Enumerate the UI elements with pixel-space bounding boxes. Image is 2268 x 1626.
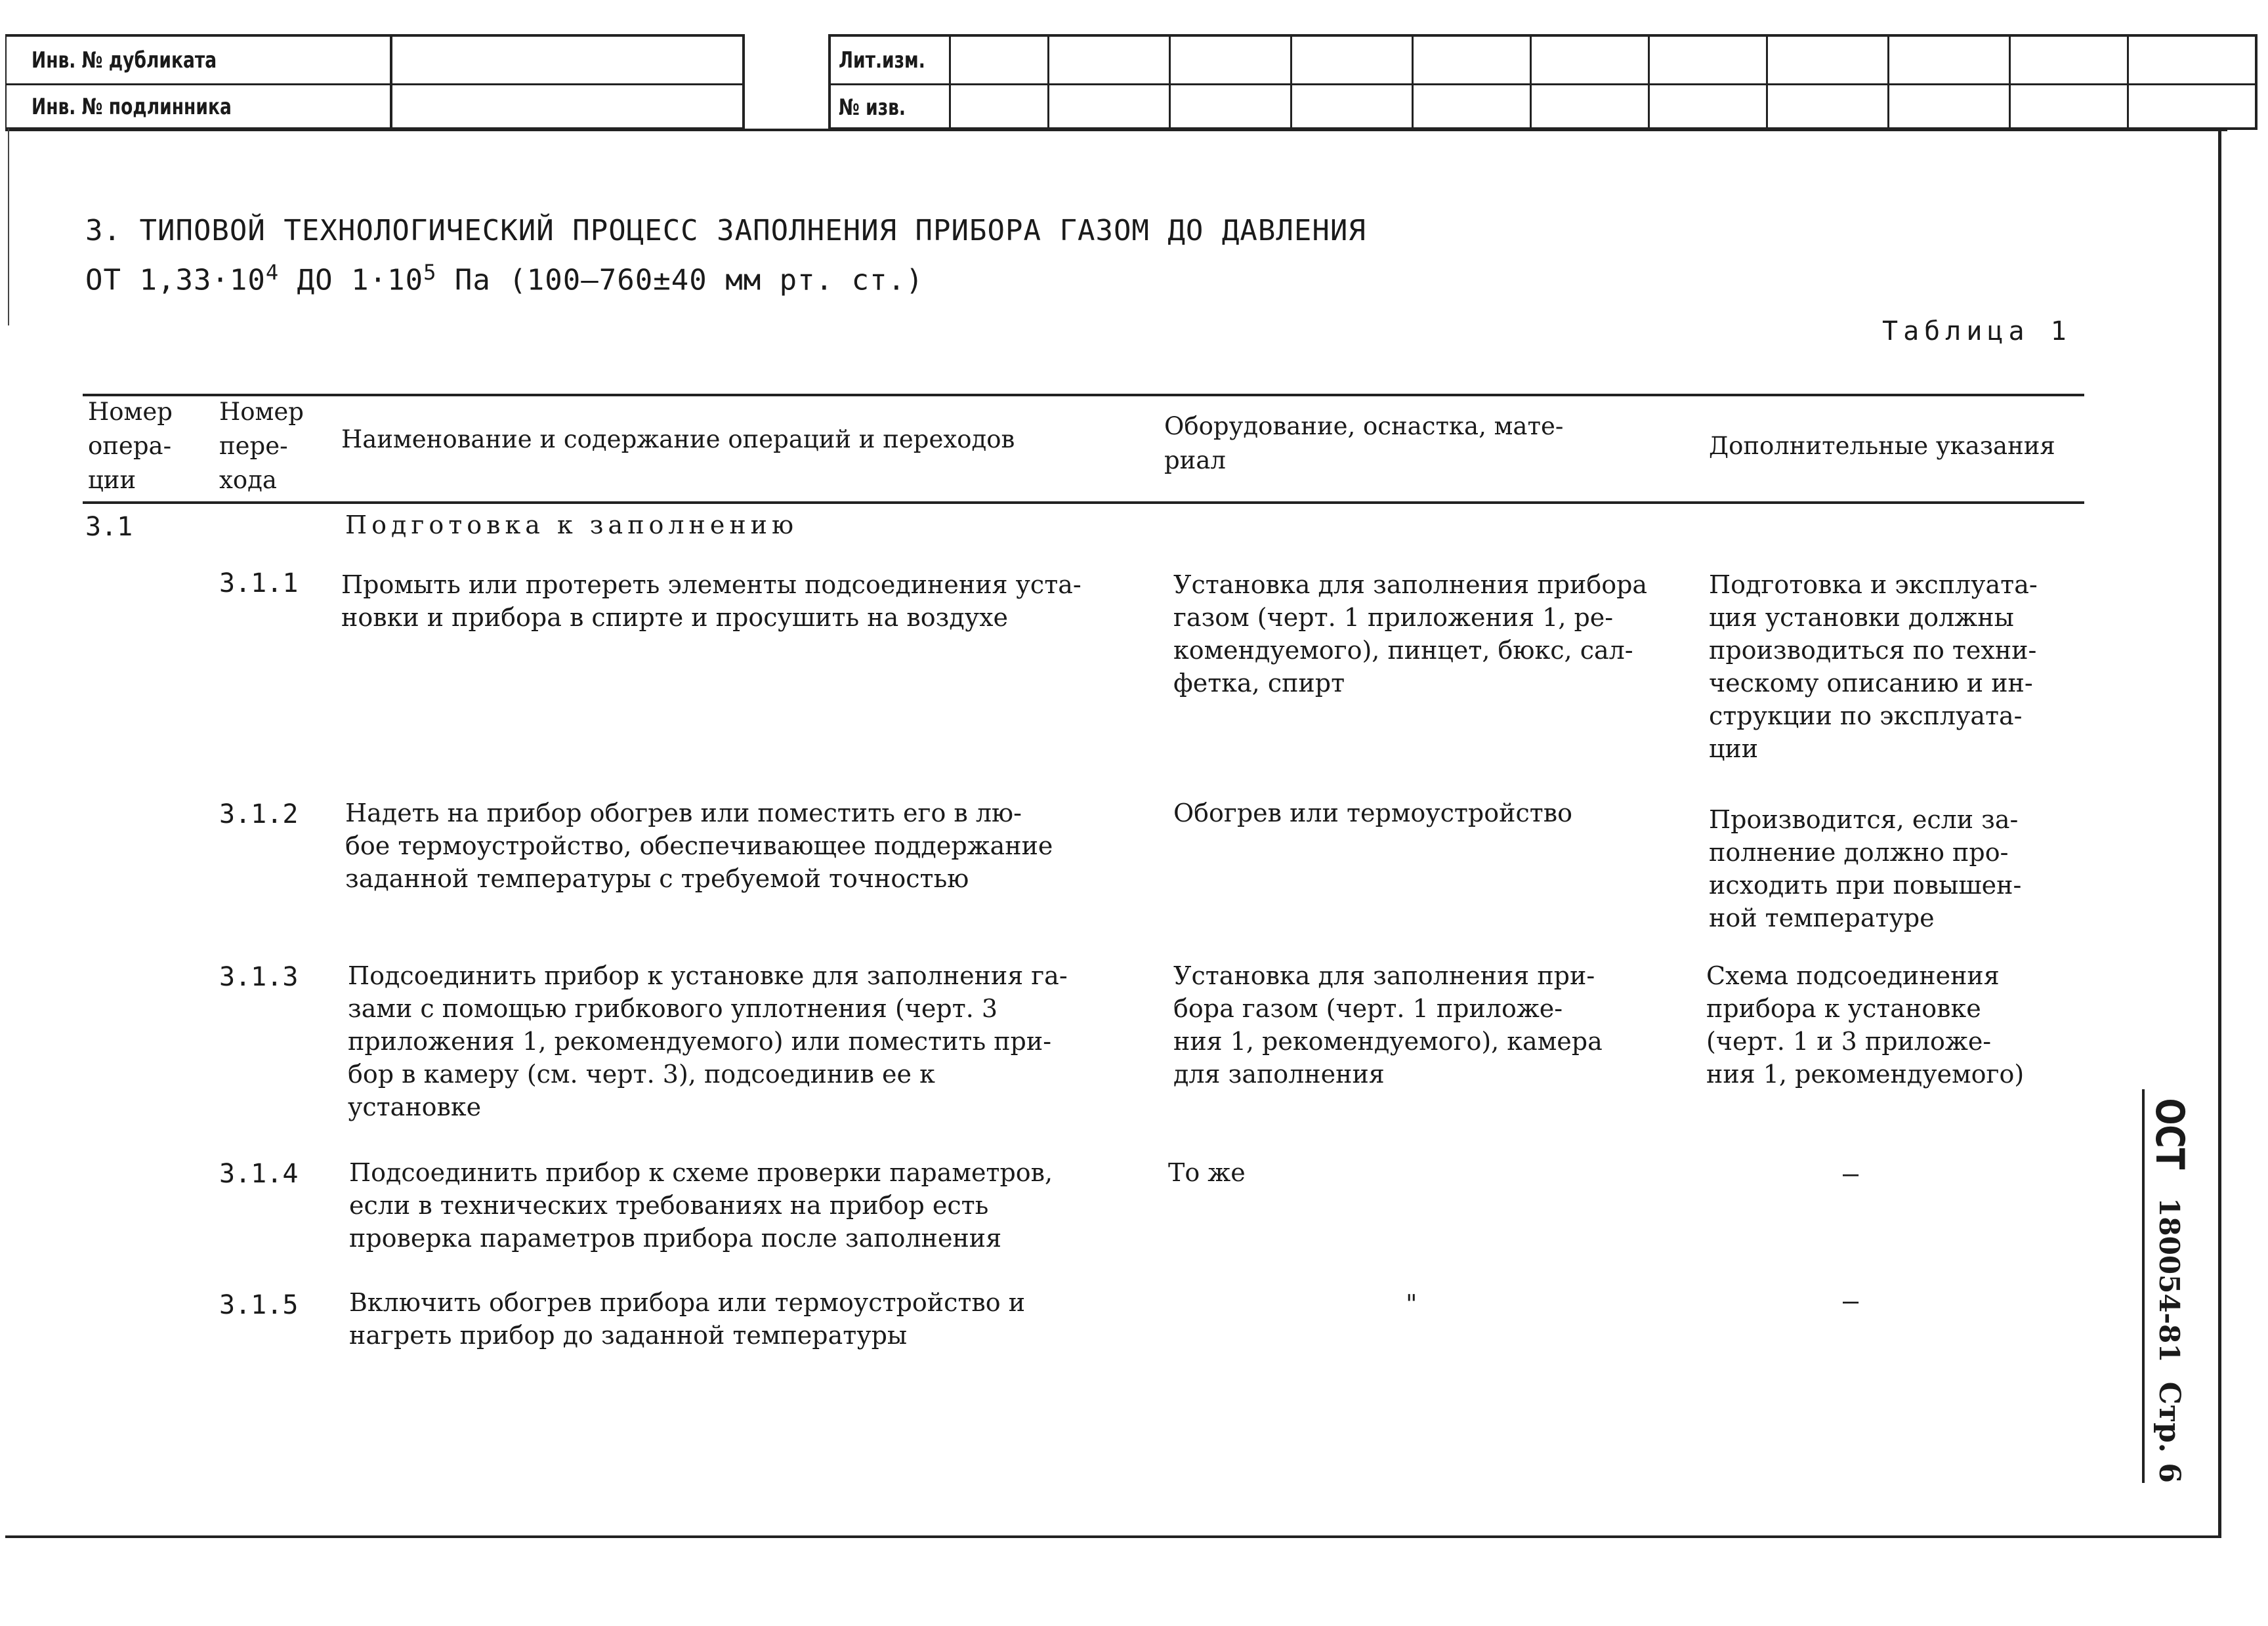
stamp-row-original: [7, 83, 742, 130]
header-step-number: Номер пере- хода: [219, 398, 304, 494]
step-number: 3.1.3: [219, 962, 299, 992]
notice-number-label: № изв.: [839, 94, 906, 121]
header-operation-name: Наименование и содержание операций и переходов: [341, 425, 1015, 453]
step-equipment: Обогрев или термоустройство: [1173, 799, 1573, 827]
step-equipment: Установка для заполнения при- бора газом (черт. 1 приложе- ния 1, рекомендуемого), камера для заполнения: [1173, 961, 1603, 1089]
document-code: 180054-81: [2153, 1198, 2186, 1363]
step-notes: Подготовка и эксплуата- ция установки должны производиться по техни- ческому описанию и ин- струкции по эксплуата- ции: [1709, 570, 2038, 763]
step-number: 3.1.5: [219, 1290, 299, 1320]
header-bottom-rule: [83, 501, 2084, 504]
duplicate-stamp-block: [5, 34, 745, 130]
ost-label: ОСТ: [2147, 1098, 2193, 1170]
step-notes: Производится, если за- полнение должно про- исходить при повышен- ной температуре: [1709, 805, 2022, 932]
duplicate-label: Инв. № дубликата: [32, 47, 217, 73]
step-number: 3.1.1: [219, 568, 299, 598]
step-notes: –: [1843, 1286, 1859, 1316]
step-notes: –: [1843, 1159, 1859, 1189]
section-title-line1: 3. ТИПОВОЙ ТЕХНОЛОГИЧЕСКИЙ ПРОЦЕСС ЗАПОЛНЕНИЯ ПРИБОРА ГАЗОМ ДО ДАВЛЕНИЯ: [85, 214, 1366, 247]
step-number: 3.1.4: [219, 1159, 299, 1189]
page-number: Стр. 6: [2152, 1381, 2187, 1483]
step-description: Надеть на прибор обогрев или поместить его в лю- бое термоустройство, обеспечивающее поддержание заданной температуры с требуемой точностью: [345, 799, 1053, 893]
section-number: 3.1: [85, 512, 133, 542]
step-number: 3.1.2: [219, 799, 299, 829]
table-number: Таблица 1: [1882, 316, 2072, 346]
revision-letter-label: Лит.изм.: [839, 47, 925, 73]
ditto-mark: ": [1406, 1289, 1418, 1318]
step-description: Включить обогрев прибора или термоустройство и нагреть прибор до заданной температуры: [349, 1288, 1026, 1350]
section-title-line2: ОТ $1,33\cdot 10^4$ ДО $1\cdot 10^5$ Па (100–760±40 мм рт. ст.): [85, 260, 924, 297]
step-notes: Схема подсоединения прибора к установке (черт. 1 и 3 приложе- ния 1, рекомендуемого): [1706, 961, 2025, 1089]
step-description: Промыть или протереть элементы подсоединения уста- новки и прибора в спирте и просушить на воздухе: [341, 570, 1082, 632]
step-description: Подсоединить прибор к схеме проверки параметров, если в технических требованиях на прибор есть проверка параметров прибора после заполнения: [349, 1158, 1053, 1253]
revision-stamp-block: [828, 34, 2258, 130]
section-heading: Подготовка к заполнению: [345, 511, 799, 539]
step-description: Подсоединить прибор к установке для заполнения га- зами с помощью грибкового уплотнения (черт. 3 приложения 1, рекомендуемого) или поместить при- бор в камеру (см. черт. 3), подсоединив ее к установке: [348, 961, 1068, 1121]
step-equipment: Установка для заполнения прибора газом (черт. 1 приложения 1, ре- комендуемого), пинцет, бюкс, сал- фетка, спирт: [1173, 570, 1648, 698]
document-code-stamp: [2130, 1089, 2209, 1483]
stamp-row-duplicate: [7, 37, 742, 85]
header-equipment: Оборудование, оснастка, мате- риал: [1164, 412, 1564, 474]
header-notes: Дополнительные указания: [1709, 432, 2055, 460]
step-equipment: То же: [1168, 1158, 1246, 1187]
original-label: Инв. № подлинника: [32, 94, 232, 120]
header-operation-number: Номер опера- ции: [88, 398, 173, 494]
table-top-rule: [83, 394, 2084, 396]
